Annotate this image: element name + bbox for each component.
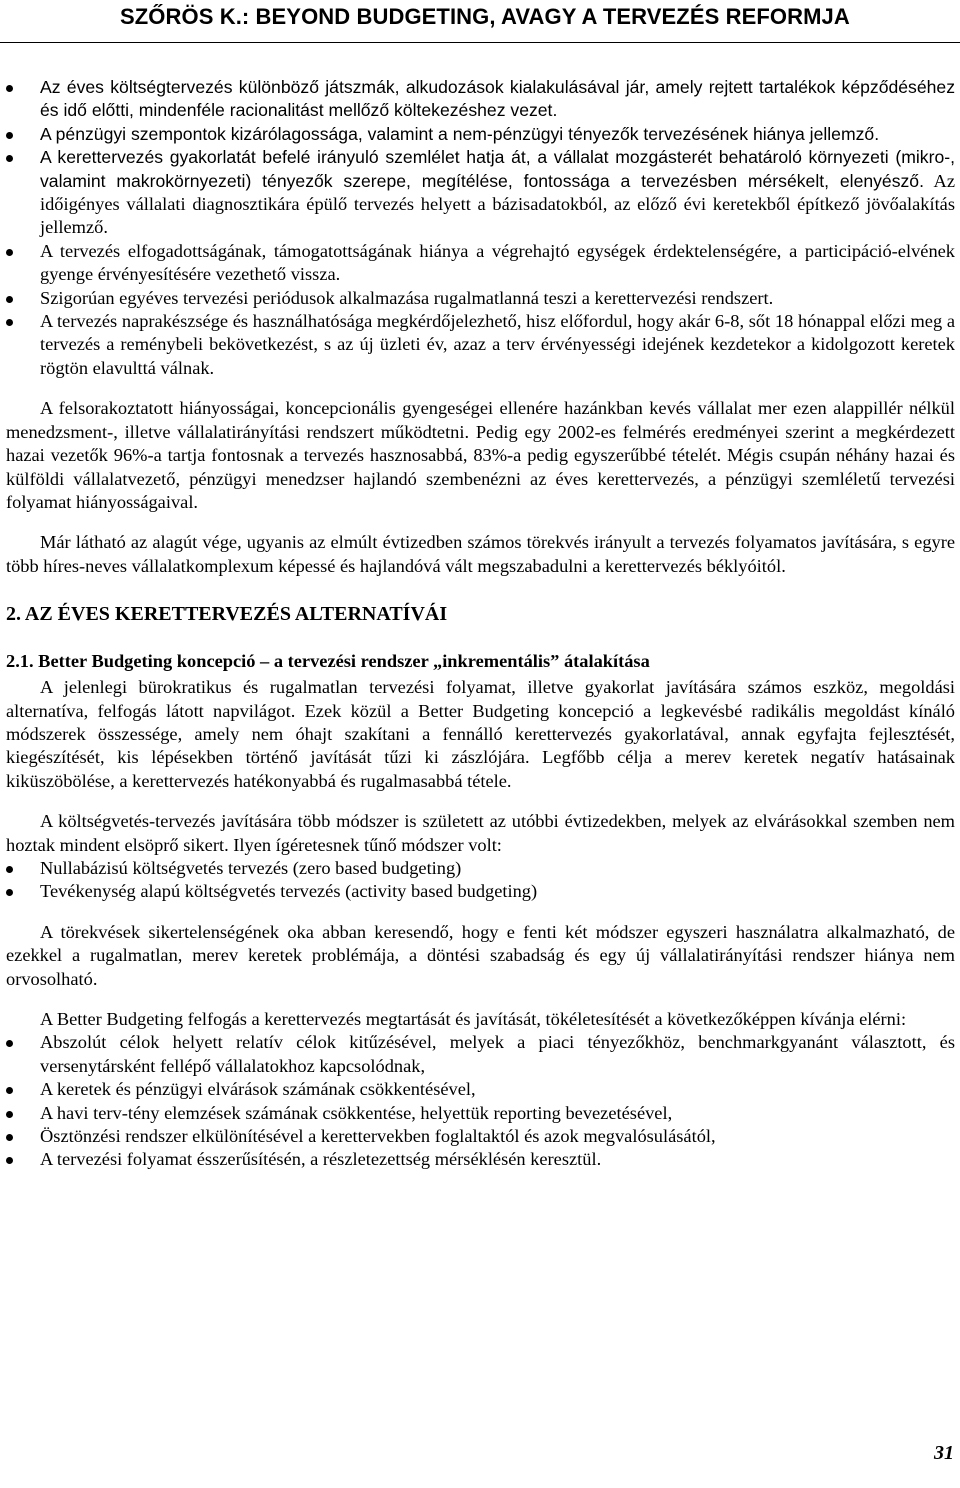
list-item: Tevékenység alapú költségvetés tervezés (activity based budgeting) [6,880,955,903]
list-item: Szigorúan egyéves tervezési periódusok alkalmazása rugalmatlanná teszi a kerettervezési rendszert. [6,287,955,310]
subsection-heading: 2.1. Better Budgeting koncepció – a tervezési rendszer „inkrementális” átalakítása [6,651,650,672]
list-item-text: A kerettervezés gyakorlatát befelé irányuló szemlélet hatja át, a vállalat mozgásterét behatároló környezeti (mikro-, valamint makrokörnyezeti) tényezők szerepe, megítélése, fontossága a tervezésben mérsékelt, elenyésző. [40,147,955,191]
list-item [6,146,955,240]
list-item-text-continued: Az időigényes vállalati diagnosztikára épülő tervezés helyett a bázisadatokból, az előző évi keretekből építkező jövőalakítás jellemző. [40,170,955,238]
paragraph: A költségvetés-tervezés javítására több módszer is született az utóbbi évtizedekben, melyek az elvárásokkal szemben nem hoztak mindent elsöprő sikert. Ilyen ígéretesnek tűnő módszer volt: [6,811,955,855]
list-item: A tervezési folyamat ésszerűsítésén, a részletezettség mérséklésén keresztül. [6,1148,955,1171]
page-body [6,76,955,1172]
methods-list [6,857,955,904]
page-number: 31 [934,1442,954,1464]
running-header: SZŐRÖS K.: BEYOND BUDGETING, AVAGY A TERVEZÉS REFORMJA [120,4,850,29]
deficiencies-list [6,76,955,380]
list-item: Abszolút célok helyett relatív célok kitűzésével, melyek a piaci tényezőkhöz, benchmarkgyanánt választott, és versenytársként fellépő vállalatokhoz kapcsolódnak, [6,1031,955,1078]
paragraph: A jelenlegi bürokratikus és rugalmatlan tervezési folyamat, illetve gyakorlat javítására számos eszköz, megoldási alternatíva, felfogás látott napvilágot. Ezek közül a Better Budgeting koncepció a legkevésbé radikális megoldást kínáló módszerek összessége, amely nem óhajt szakítani a fennálló kerettervezés gyakorlatával, annak egyfajta fejlesztését, kiegészítését, kis lépésekben történő javítását tűzi ki zászlójára. Legfőbb célja a merev keretek negatív hatásainak kiküszöbölése, a kerettervezés hatékonyabbá és rugalmasabbá tétele. [6,677,955,791]
header-rule [0,42,960,43]
list-item: A tervezés elfogadottságának, támogatottságának hiánya a végrehajtó egységek érdektelenségére, a participáció-elvének gyenge érvényesítésére vezethető vissza. [6,240,955,287]
list-item: A keretek és pénzügyi elvárások számának csökkentésével, [6,1078,955,1101]
list-item: Az éves költségtervezés különböző játszmák, alkudozások kialakulásával jár, amely rejtett tartalékok képződéséhez és idő előtti, mindenféle racionalitást mellőző költekezéshez vezet. [6,76,955,123]
paragraph: A felsorakoztatott hiányosságai, koncepcionális gyengeségei ellenére hazánkban kevés vállalat mer ezen alappillér nélkül menedzsment-, illetve vállalatirányítási rendszert működtetni. Pedig egy 2002-es felmérés eredményei szerint a megkérdezett hazai vezetők 96%-a tartja fontosnak a tervezés hasznosabbá, 83%-a pedig egyszerűbbé tételét. Mégis csupán néhány hazai és külföldi vállalatvezető, pénzügyi menedzser hajlandó szembenézni az éves kerettervezés, a pénzügyi szemléletű tervezési folyamat hiányosságaival. [6,398,955,512]
list-item: Ösztönzési rendszer elkülönítésével a kerettervekben foglaltaktól és azok megvalósulásától, [6,1125,955,1148]
list-item: A tervezés naprakészsége és használhatósága megkérdőjelezhető, hisz előfordul, hogy akár 6-8, sőt 18 hónappal előzi meg a tervezés a reménybeli bekövetkezést, s az új üzleti év, azaz a terv érvényességi idejének kezdetekor a kidolgozott keretek rögtön elavulttá válnak. [6,310,955,380]
goals-list [6,1031,955,1171]
list-item: A havi terv-tény elemzések számának csökkentése, helyettük reporting bevezetésével, [6,1102,955,1125]
paragraph: A törekvések sikertelenségének oka abban keresendő, hogy e fenti két módszer egyszeri használatra alkalmazható, de ezekkel a rugalmatlan, merev keretek problémája, a döntési szabadság és egy új vállalatirányítási rendszer hiánya nem orvosolható. [6,921,955,989]
list-item: A pénzügyi szempontok kizárólagossága, valamint a nem-pénzügyi tényezők tervezésének hiánya jellemző. [6,123,955,146]
section-heading: 2. AZ ÉVES KERETTERVEZÉS ALTERNATÍVÁI [6,603,448,626]
list-item: Nullabázisú költségvetés tervezés (zero based budgeting) [6,857,955,880]
paragraph: Már látható az alagút vége, ugyanis az elmúlt évtizedben számos törekvés irányult a tervezés folyamatos javítására, s egyre több híres-neves vállalatkomplexum képessé és hajlandóvá vált megszabadulni a kerettervezés béklyóitól. [6,532,955,576]
paragraph: A Better Budgeting felfogás a kerettervezés megtartását és javítását, tökéletesítését a következőképpen kívánja elérni: [40,1009,907,1029]
